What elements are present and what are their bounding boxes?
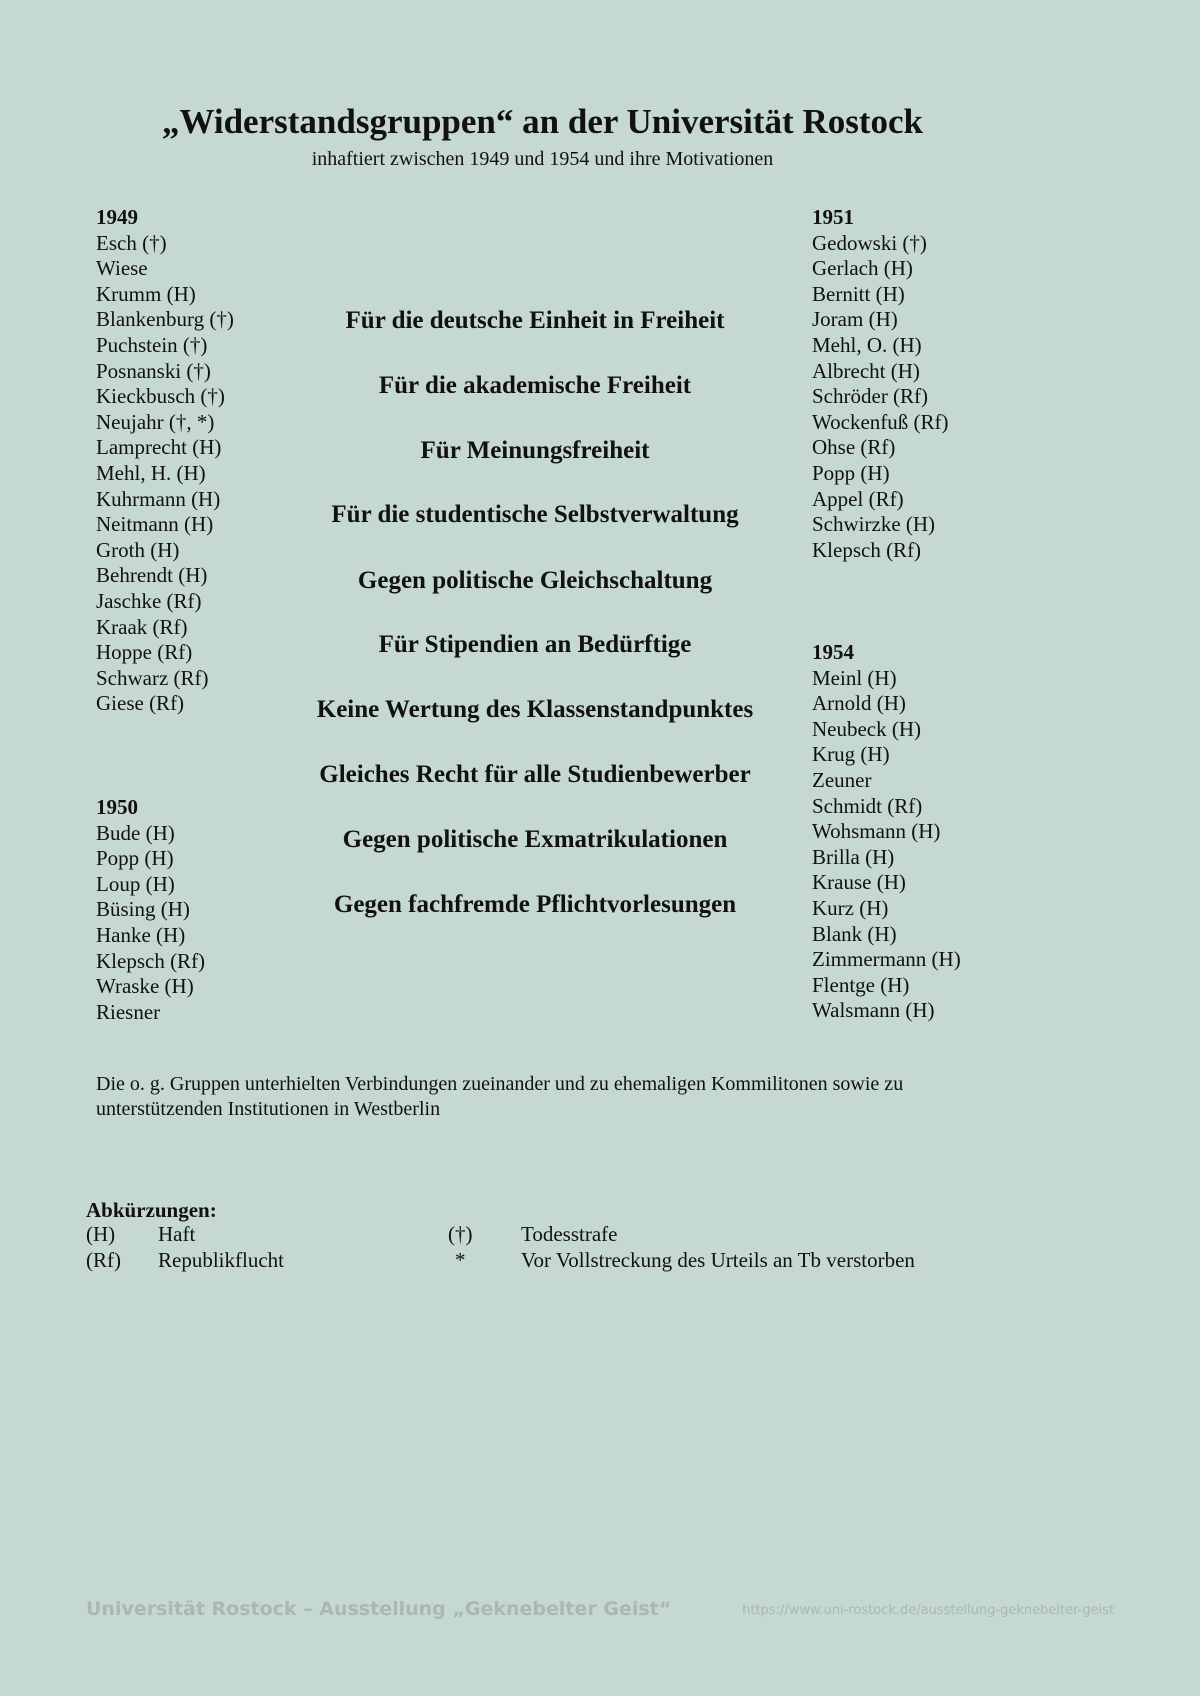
abbreviation-meaning: Haft — [158, 1222, 196, 1246]
group-year: 1950 — [96, 795, 138, 819]
member-name: Kurz (H) — [812, 895, 889, 920]
member-name: Gedowski (†) — [812, 230, 927, 255]
member-name: Loup (H) — [96, 871, 175, 896]
member-name: Blank (H) — [812, 921, 897, 946]
motivation-item: Gegen politische Gleichschaltung — [357, 567, 713, 594]
member-name: Zimmermann (H) — [812, 947, 961, 972]
member-name: Behrendt (H) — [96, 563, 208, 588]
abbreviation-meaning: Vor Vollstreckung des Urteils an Tb verstorben — [521, 1248, 915, 1272]
abbreviation-code: (H) — [86, 1222, 116, 1246]
motivation-item: Gegen fachfremde Pflichtvorlesungen — [333, 891, 737, 918]
member-name: Wraske (H) — [96, 974, 194, 999]
motivation-item: Keine Wertung des Klassenstandpunktes — [316, 696, 754, 723]
member-name: Kieckbusch (†) — [96, 384, 225, 409]
motivation-item: Gleiches Recht für alle Studienbewerber — [319, 761, 751, 788]
motivation-item: Für Stipendien an Bedürftige — [378, 631, 692, 658]
member-name: Albrecht (H) — [812, 358, 920, 383]
member-name: Neujahr (†, *) — [96, 409, 215, 434]
footer-url: https://www.uni-rostock.de/ausstellung-geknebelter-geist — [742, 1603, 1114, 1618]
abbreviation-meaning: Todesstrafe — [521, 1222, 618, 1246]
member-name: Jaschke (Rf) — [96, 588, 202, 613]
motivation-item: Für Meinungsfreiheit — [420, 437, 650, 464]
member-name: Posnanski (†) — [96, 358, 211, 383]
member-name: Blankenburg (†) — [96, 307, 234, 332]
member-name: Krumm (H) — [96, 281, 196, 306]
member-name: Neitmann (H) — [96, 512, 214, 537]
page-title: „Widerstandsgruppen“ an der Universität Rostock — [162, 102, 923, 141]
member-name: Hoppe (Rf) — [96, 640, 193, 665]
motivation-item: Gegen politische Exmatrikulationen — [342, 826, 728, 853]
group-1954 — [812, 640, 961, 1024]
member-name: Popp (H) — [96, 846, 174, 871]
member-name: Riesner — [96, 999, 161, 1024]
motivation-item: Für die studentische Selbstverwaltung — [331, 501, 739, 528]
member-name: Mehl, O. (H) — [812, 332, 922, 357]
member-name: Klepsch (Rf) — [812, 537, 922, 562]
member-name: Krause (H) — [812, 870, 906, 895]
member-name: Giese (Rf) — [96, 691, 185, 716]
member-name: Flentge (H) — [812, 972, 910, 997]
member-name: Walsmann (H) — [812, 998, 935, 1023]
member-name: Mehl, H. (H) — [96, 460, 206, 485]
member-name: Neubeck (H) — [812, 716, 922, 741]
abbreviation-code: (Rf) — [86, 1248, 121, 1272]
member-name: Schröder (Rf) — [812, 384, 929, 409]
group-year: 1954 — [812, 640, 854, 664]
connections-note: Die o. g. Gruppen unterhielten Verbindungen zueinander und zu ehemaligen Kommilitonen sowie zu unterstützenden Institutionen in Westberlin — [96, 1073, 904, 1120]
member-name: Wiese — [96, 256, 148, 281]
footer-exhibition: Universität Rostock – Ausstellung „Geknebelter Geist“ — [86, 1598, 672, 1620]
group-year: 1951 — [812, 205, 854, 229]
abbreviation-code: * — [455, 1248, 466, 1272]
member-name: Hanke (H) — [96, 922, 186, 947]
member-name: Lamprecht (H) — [96, 435, 222, 460]
member-name: Popp (H) — [812, 460, 890, 485]
motivation-item: Für die akademische Freiheit — [378, 372, 692, 399]
member-name: Büsing (H) — [96, 897, 190, 922]
member-name: Brilla (H) — [812, 844, 895, 869]
member-name: Gerlach (H) — [812, 256, 913, 281]
member-name: Wohsmann (H) — [812, 819, 941, 844]
page-subtitle: inhaftiert zwischen 1949 und 1954 und ihre Motivationen — [311, 148, 774, 170]
group-1949 — [96, 205, 234, 717]
member-name: Kuhrmann (H) — [96, 486, 221, 511]
member-name: Wockenfuß (Rf) — [812, 409, 949, 434]
member-name: Schwarz (Rf) — [96, 665, 209, 690]
member-name: Groth (H) — [96, 537, 180, 562]
member-name: Bernitt (H) — [812, 281, 905, 306]
member-name: Puchstein (†) — [96, 332, 208, 357]
member-name: Krug (H) — [812, 742, 890, 767]
member-name: Ohse (Rf) — [812, 435, 896, 460]
group-1951 — [812, 205, 949, 563]
member-name: Schwirzke (H) — [812, 512, 936, 537]
group-1950 — [96, 795, 205, 1025]
member-name: Zeuner — [812, 767, 872, 792]
abbreviations-heading: Abkürzungen: — [86, 1198, 217, 1222]
member-name: Schmidt (Rf) — [812, 793, 923, 818]
member-name: Arnold (H) — [812, 691, 906, 716]
member-name: Meinl (H) — [812, 665, 897, 690]
member-name: Esch (†) — [96, 230, 167, 255]
member-name: Joram (H) — [812, 307, 898, 332]
member-name: Kraak (Rf) — [96, 614, 188, 639]
abbreviation-code: (†) — [448, 1222, 473, 1246]
abbreviation-meaning: Republikflucht — [158, 1248, 284, 1272]
group-year: 1949 — [96, 205, 138, 229]
member-name: Bude (H) — [96, 820, 175, 845]
motivation-item: Für die deutsche Einheit in Freiheit — [345, 307, 725, 334]
member-name: Appel (Rf) — [812, 486, 904, 511]
member-name: Klepsch (Rf) — [96, 948, 206, 973]
